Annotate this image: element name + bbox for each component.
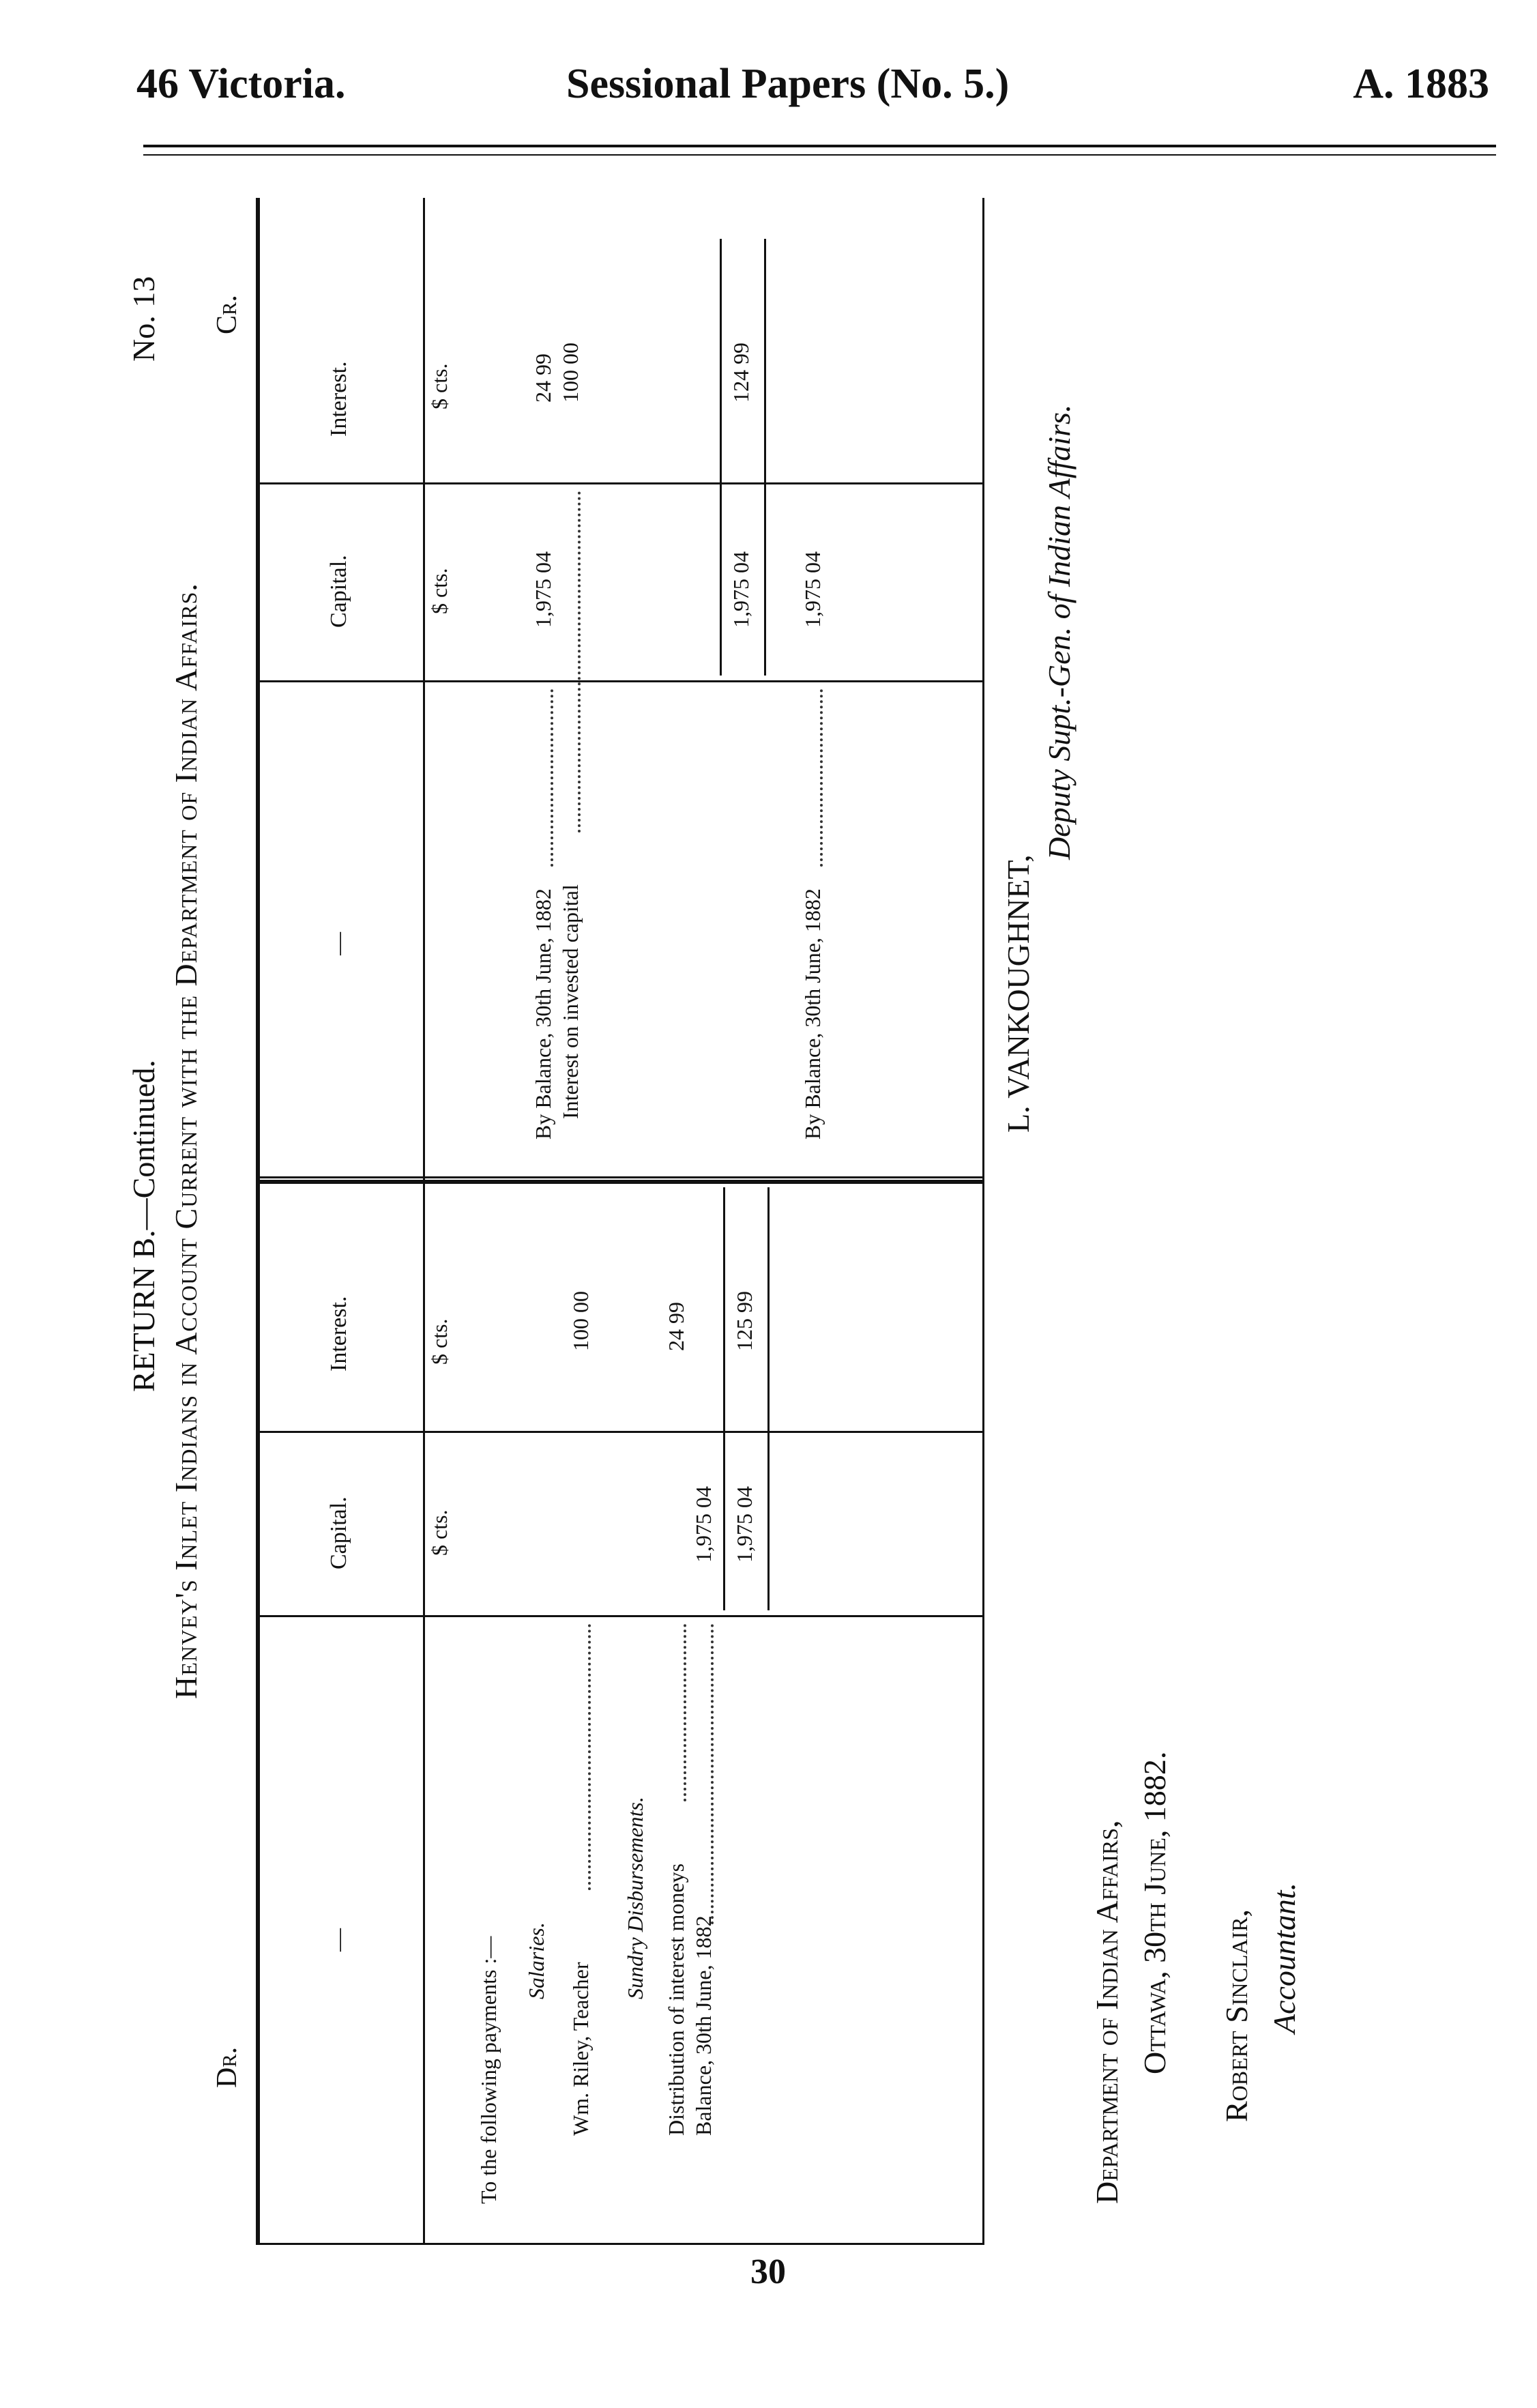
table-left-rule — [256, 2243, 982, 2245]
accountant-title: Accountant. — [1267, 1883, 1302, 2033]
accountant-name: Robert Sinclair, — [1219, 1909, 1254, 2122]
cr-row-balance-interest: 24 99 — [531, 353, 555, 403]
sundry-heading: Sundry Disbursements. — [623, 1797, 647, 1999]
cr-interest-units: $ cts. — [427, 363, 452, 409]
cr-dash-head: — — [326, 932, 351, 955]
dr-row-riley-interest: 100 00 — [568, 1291, 593, 1351]
dr-interest-units: $ cts. — [427, 1318, 452, 1365]
cr-label: Cr. — [211, 295, 243, 334]
dr-dash-head: — — [326, 1928, 351, 1952]
cr-row-balance-label: By Balance, 30th June, 1882 — [531, 888, 555, 1140]
dr-total-capital: 1,975 04 — [732, 1486, 757, 1563]
dr-capital-units: $ cts. — [427, 1509, 452, 1556]
dr-row-riley-leader — [588, 1624, 591, 1890]
dr-capital-rule — [256, 1615, 982, 1617]
cr-row-interest-label: Interest on invested capital — [558, 884, 583, 1119]
cr-interest-rule — [256, 482, 982, 484]
dr-row-balance-leader — [711, 1624, 714, 1924]
statement-number: No. 13 — [126, 276, 161, 362]
cr-row-balance-leader — [551, 689, 553, 867]
cr-total-interest: 124 99 — [729, 343, 753, 403]
table-center-rule — [256, 1180, 982, 1184]
header-row-rule — [423, 198, 425, 2245]
cr-interest-head: Interest. — [326, 361, 351, 437]
header-center: Sessional Papers (No. 5.) — [566, 61, 1010, 107]
dr-row-distribution-label: Distribution of interest moneys — [664, 1863, 688, 2136]
cr-row-balance-capital: 1,975 04 — [531, 551, 555, 628]
cr-closing-balance-capital: 1,975 04 — [800, 551, 825, 628]
dr-row-distribution-interest: 24 99 — [664, 1302, 688, 1351]
page-number: 30 — [750, 2252, 786, 2291]
dr-interest-rule — [256, 1431, 982, 1433]
table-top-rule — [256, 198, 260, 2245]
dr-total-rule — [723, 1187, 725, 1610]
cr-total-rule — [720, 239, 722, 676]
signature-name: L. VANKOUGHNET, — [1001, 854, 1036, 1133]
signature-title: Deputy Supt.-Gen. of Indian Affairs. — [1042, 404, 1077, 860]
rotated-statement — [123, 177, 1487, 2293]
salaries-heading: Salaries. — [524, 1922, 548, 1999]
dr-total-rule-bottom — [767, 1187, 770, 1610]
department-line2: Ottawa, 30th June, 1882. — [1137, 1751, 1172, 2074]
header-left: 46 Victoria. — [136, 61, 346, 107]
table-center-rule-2 — [256, 1176, 982, 1178]
header-right: A. 1883 — [1353, 61, 1489, 107]
dr-capital-head: Capital. — [326, 1496, 351, 1569]
cr-capital-units: $ cts. — [427, 568, 452, 614]
cr-capital-rule — [256, 680, 982, 682]
dr-row-distribution-leader — [684, 1624, 686, 1801]
cr-closing-balance-label: By Balance, 30th June, 1882 — [800, 888, 825, 1140]
dr-total-interest: 125 99 — [732, 1291, 757, 1351]
cr-capital-head: Capital. — [326, 555, 351, 628]
department-line1: Department of Indian Affairs, — [1089, 1820, 1124, 2204]
statement-title: Henvey's Inlet Indians in Account Current with the Department of Indian Affairs. — [169, 583, 203, 1699]
dr-row-riley-label: Wm. Riley, Teacher — [568, 1962, 593, 2136]
cr-total-capital: 1,975 04 — [729, 551, 753, 628]
cr-total-rule-bottom — [764, 239, 766, 676]
dr-row-balance-label: Balance, 30th June, 1882 — [691, 1915, 716, 2136]
header-rule-thin — [143, 154, 1496, 156]
return-title: RETURN B.—Continued. — [126, 1060, 161, 1392]
cr-closing-balance-leader — [820, 689, 823, 867]
dr-label: Dr. — [211, 2046, 243, 2088]
cr-row-interest-interest: 100 00 — [558, 343, 583, 403]
cr-row-interest-leader — [578, 491, 581, 832]
dr-interest-head: Interest. — [326, 1296, 351, 1372]
dr-intro: To the following payments :— — [476, 1936, 501, 2204]
dr-row-balance-capital: 1,975 04 — [691, 1486, 716, 1563]
table-bottom-rule — [982, 198, 984, 2245]
header-rule — [143, 145, 1496, 147]
